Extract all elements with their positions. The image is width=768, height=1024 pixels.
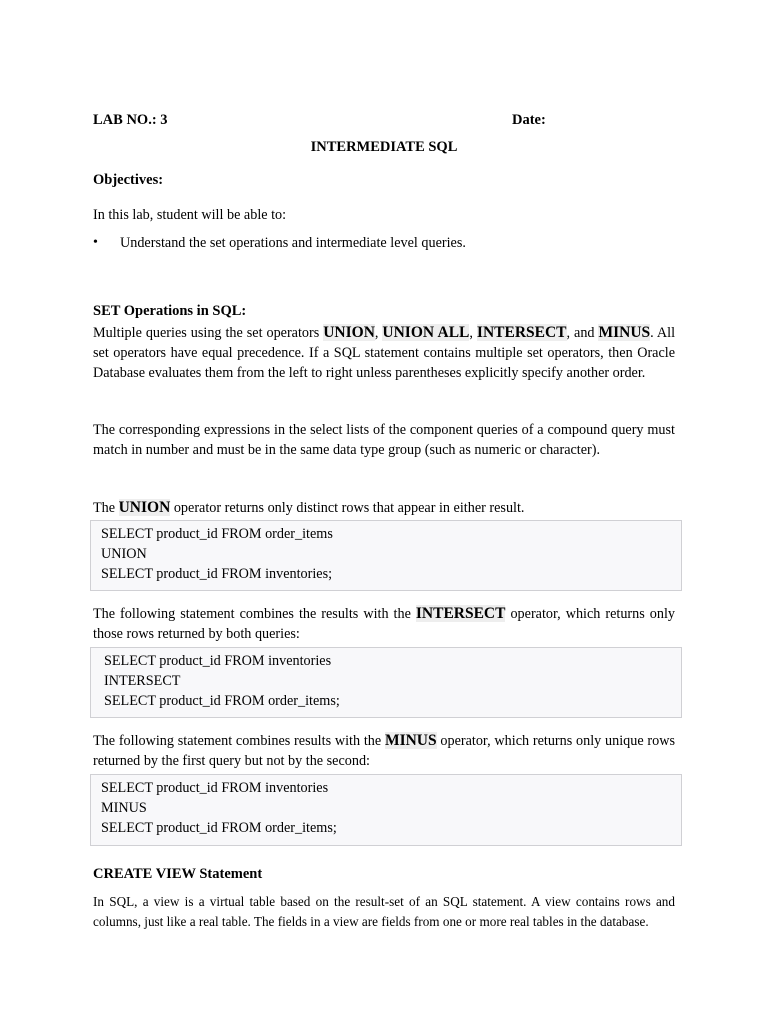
compound-query-paragraph: The corresponding expressions in the select lists of the component queries of a compound query must match in number and must be in the same data type group (such as numeric or character). [93, 422, 675, 458]
keyword-union-all: UNION ALL [382, 324, 470, 341]
text-run: , [469, 325, 477, 341]
text-run: The following statement combines results with the [93, 733, 385, 749]
text-run: operator, which returns only those rows returned by both queries: [93, 606, 675, 642]
code-line: SELECT product_id FROM inventories; [101, 566, 333, 582]
text-run: The [93, 500, 119, 516]
objective-item: Understand the set operations and intermediate level queries. [120, 235, 466, 251]
keyword-union: UNION [118, 499, 171, 516]
text-run: operator returns only distinct rows that appear in either result. [170, 500, 525, 516]
objectives-heading: Objectives: [93, 172, 164, 188]
union-description [93, 498, 675, 518]
text-run: , [374, 325, 383, 341]
date-label: Date: [512, 112, 546, 128]
text-run: Multiple queries using the set operators [93, 325, 324, 341]
intersect-description [93, 604, 675, 644]
minus-code-block [90, 774, 682, 846]
code-line: INTERSECT [104, 673, 181, 689]
create-view-heading: CREATE VIEW Statement [93, 866, 263, 882]
keyword-minus: MINUS [384, 732, 437, 749]
keyword-union: UNION [323, 324, 375, 341]
objectives-intro: In this lab, student will be able to: [93, 207, 287, 223]
union-code-block [90, 520, 682, 591]
code-line: SELECT product_id FROM order_items; [104, 693, 340, 709]
keyword-intersect: INTERSECT [415, 605, 506, 622]
bullet-icon: • [93, 235, 98, 250]
code-line: SELECT product_id FROM order_items [101, 526, 333, 542]
text-run: . All set operators have equal precedence. If a SQL statement contains multiple set operators, then Oracle Database evaluates them from the left to right unless parentheses explicitly specify another order. [93, 325, 676, 381]
text-run: The following statement combines the results with the [93, 606, 416, 622]
set-operations-heading: SET Operations in SQL: [93, 303, 247, 319]
code-line: SELECT product_id FROM inventories [104, 653, 332, 669]
code-line: SELECT product_id FROM order_items; [101, 820, 337, 836]
set-operations-paragraph [93, 323, 675, 383]
lab-number: LAB NO.: 3 [93, 112, 168, 128]
intersect-code-block [90, 647, 682, 718]
minus-description [93, 731, 675, 771]
keyword-minus: MINUS [598, 324, 651, 341]
create-view-paragraph: In SQL, a view is a virtual table based on the result-set of an SQL statement. A view contains rows and columns, just like a real table. The fields in a view are fields from one or more real tables in the database. [93, 894, 675, 929]
code-line: UNION [101, 546, 147, 562]
page-title: INTERMEDIATE SQL [310, 139, 458, 155]
code-line: MINUS [101, 800, 147, 816]
text-run: , and [566, 325, 599, 341]
text-run: operator, which returns only unique rows returned by the first query but not by the second: [93, 733, 675, 769]
code-line: SELECT product_id FROM inventories [101, 780, 329, 796]
keyword-intersect: INTERSECT [476, 324, 567, 341]
